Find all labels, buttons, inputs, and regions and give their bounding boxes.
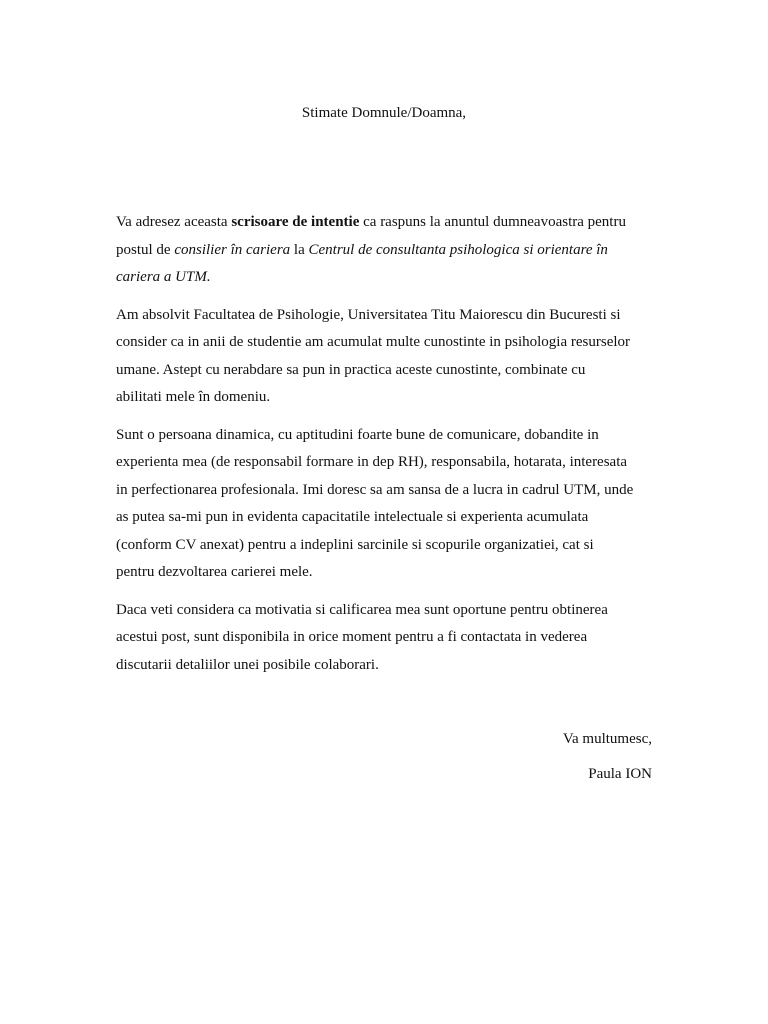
- paragraph-availability: [116, 597, 656, 680]
- paragraph-line: umane. Astept cu nerabdare sa pun in practica aceste cunostinte, combinate cu: [116, 361, 586, 378]
- paragraph-line: Am absolvit Facultatea de Psihologie, Universitatea Titu Maiorescu din Bucuresti si: [116, 306, 621, 323]
- paragraph-line: acestui post, sunt disponibila in orice moment pentru a fi contactata in vederea: [116, 629, 588, 645]
- letter-type-emphasis: scrisoare de intentie: [231, 214, 360, 230]
- paragraph-line: Daca veti considera ca motivatia si calificarea mea sunt oportune pentru obtinerea: [116, 601, 608, 618]
- paragraph-line: (conform CV anexat) pentru a indeplini sarcinile si scopurile organizatiei, cat si: [116, 536, 594, 553]
- paragraph-profile: [116, 422, 656, 587]
- paragraph-line: [116, 209, 656, 237]
- paragraph-line: in perfectionarea profesionala. Imi doresc sa am sansa de a lucra in cadrul UTM, unde: [116, 481, 634, 498]
- paragraph-line: experienta mea (de responsabil formare in dep RH), responsabila, hotarata, interesata: [116, 454, 628, 470]
- paragraph-education: [116, 302, 656, 412]
- paragraph-line: consider ca in anii de studentie am acumulat multe cunostinte in psihologia resurselor: [116, 334, 631, 350]
- position-title: consilier în cariera: [174, 241, 291, 258]
- closing-phrase: Va multumesc,: [562, 731, 652, 747]
- letter-body: [116, 209, 656, 689]
- text-run: Va adresez aceasta: [116, 214, 232, 230]
- paragraph-line: discutarii detaliilor unei posibile colaborari.: [116, 656, 379, 673]
- paragraph-intro: [116, 209, 656, 292]
- text-run: la: [290, 241, 309, 258]
- paragraph-line: pentru dezvoltarea carierei mele.: [116, 564, 313, 580]
- signature-name: Paula ION: [588, 766, 652, 782]
- paragraph-line: as putea sa-mi pun in evidenta capacitatile intelectuale si experienta acumulata: [116, 509, 589, 525]
- paragraph-line: Sunt o persoana dinamica, cu aptitudini foarte bune de comunicare, dobandite in: [116, 426, 599, 443]
- paragraph-line: abilitati mele în domeniu.: [116, 389, 271, 405]
- organization-name: Centrul de consultanta psihologica si orientare în: [308, 241, 608, 258]
- organization-name-continued: cariera a UTM.: [116, 269, 211, 285]
- text-run: ca raspuns la anuntul dumneavoastra pentru: [359, 214, 626, 230]
- salutation: Stimate Domnule/Doamna,: [301, 105, 467, 121]
- paragraph-line: [116, 237, 656, 265]
- text-run: postul de: [116, 241, 175, 258]
